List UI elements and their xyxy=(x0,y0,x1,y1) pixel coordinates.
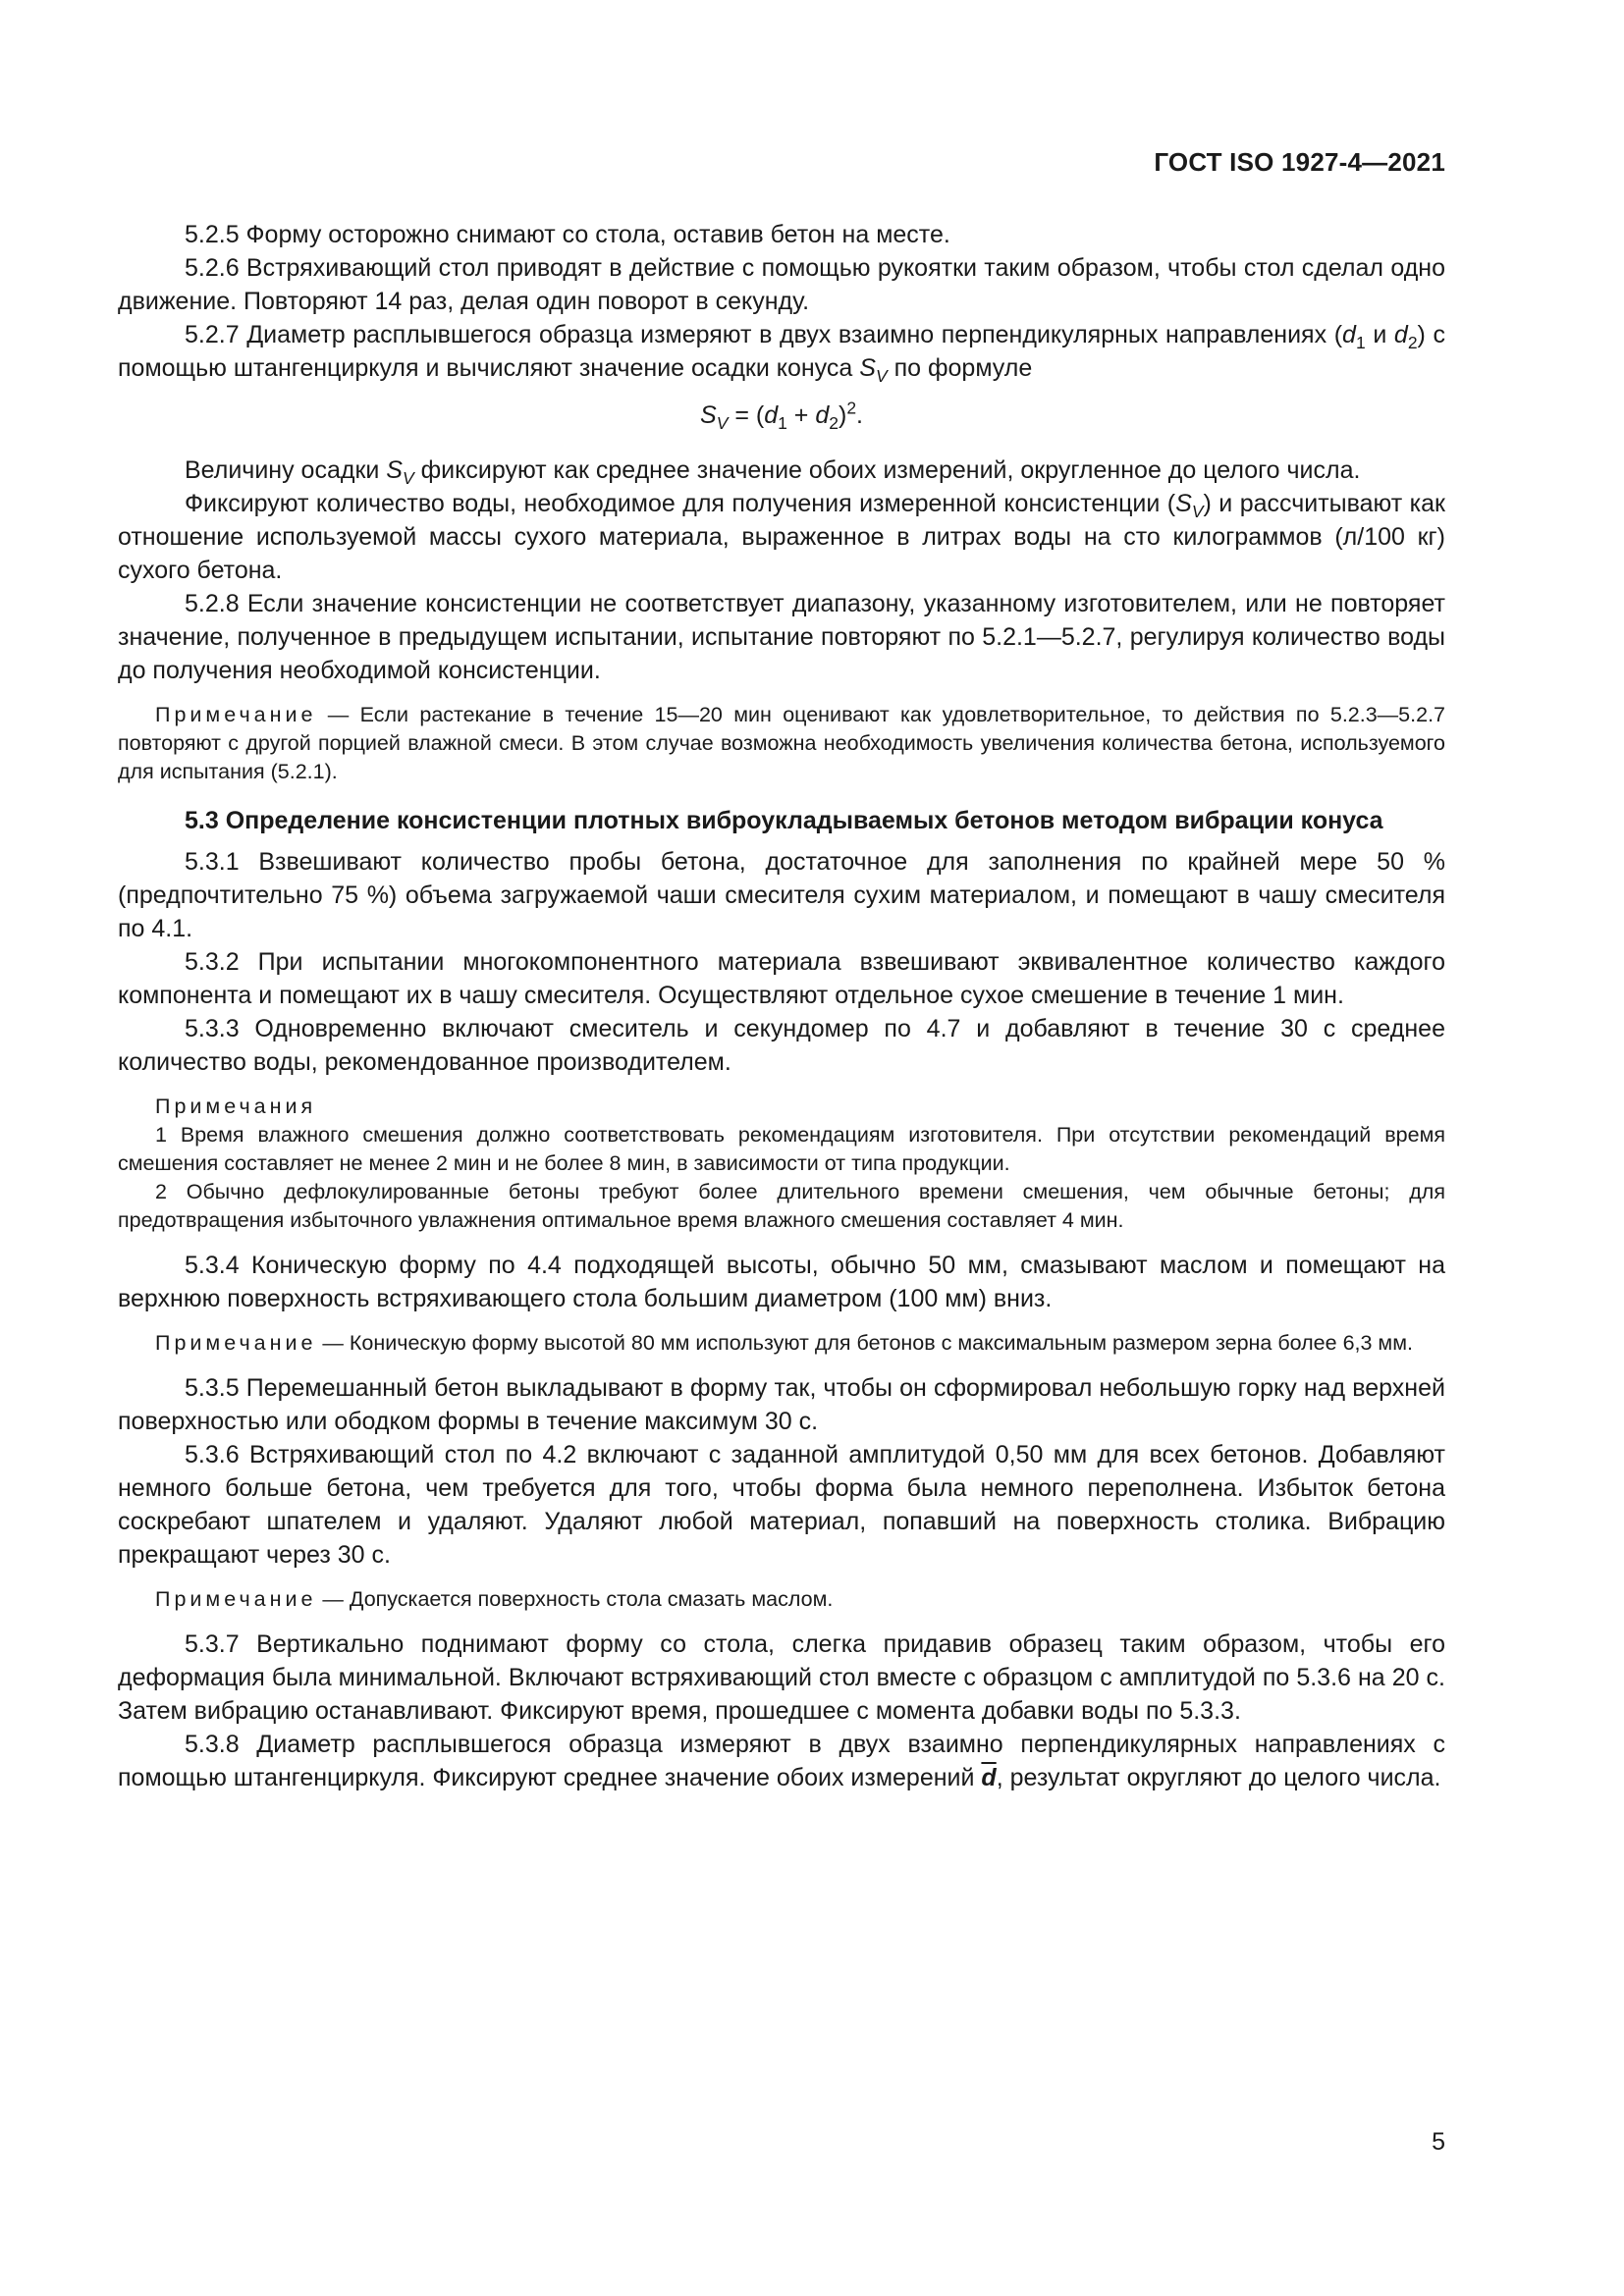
d-bar-symbol: $\overline{d}$ xyxy=(981,1764,997,1791)
paragraph-5-3-7: 5.3.7 Вертикально поднимают форму со стола, слегка придавив образец таким образом, чтобы его деформация была минимальной. Включают встряхивающий стол вместе с образцом с амплитудой по 5.3.6 на 20 с. Затем вибрацию останавливают. Фиксируют время, прошедшее с момента добавки воды по 5.3.3. xyxy=(118,1630,1445,1725)
paragraph-5-2-8: 5.2.8 Если значение консистенции не соответствует диапазону, указанному изготовителем, или не повторяет значение, полученное в предыдущем испытании, испытание повторяют по 5.2.1—5.2.7, регулируя количество воды до получения необходимой консистенции. xyxy=(118,590,1445,684)
paragraph-5-3-8: 5.3.8 Диаметр расплывшегося образца измеряют в двух взаимно перпендикулярных направлениях с помощью штангенциркуля. Фиксируют среднее значение обоих измерений $\overline{d}$, результат округляют до целого числа. xyxy=(118,1731,1445,1791)
paragraph-5-3-2: 5.3.2 При испытании многокомпонентного материала взвешивают эквивалентное количество каждого компонента и помещают их в чашу смесителя. Осуществляют отдельное сухое смешение в течение 1 мин. xyxy=(118,948,1445,1009)
paragraph-slump-value: Величину осадки $S_V$ фиксируют как среднее значение обоих измерений, округленное до целого числа. xyxy=(185,456,1361,489)
section-heading-5-3: 5.3 Определение консистенции плотных виброукладываемых бетонов методом вибрации конуса xyxy=(185,807,1383,834)
note-3: Примечание — Коническую форму высотой 80 мм используют для бетонов с максимальным размером зерна более 6,3 мм. xyxy=(155,1331,1413,1355)
note-4: Примечание — Допускается поверхность стола смазать маслом. xyxy=(155,1587,834,1611)
paragraph-5-3-1: 5.3.1 Взвешивают количество пробы бетона, достаточное для заполнения по крайней мере 50 % (предпочтительно 75 %) объема загружаемой чаши смесителя сухим материалом, и помещают в чашу смесителя по 4.1. xyxy=(118,848,1445,942)
paragraph-5-3-6: 5.3.6 Встряхивающий стол по 4.2 включают с заданной амплитудой 0,50 мм для всех бетонов. Добавляют немного больше бетона, чем требуется для того, чтобы форма была немного переполнена. Избыток бетона соскребают шпателем и удаляют. Удаляют любой материал, попавший на поверхность столика. Вибрацию прекращают через 30 с. xyxy=(118,1441,1445,1569)
notes-heading: Примечания xyxy=(155,1095,317,1118)
document-body xyxy=(118,218,1445,1794)
note-2-item-1: 1 Время влажного смешения должно соответствовать рекомендациям изготовителя. При отсутствии рекомендаций время смешения составляет не менее 2 мин и не более 8 мин, в зависимости от типа продукции. xyxy=(118,1123,1445,1175)
paragraph-5-2-7: 5.2.7 Диаметр расплывшегося образца измеряют в двух взаимно перпендикулярных направлениях ($d_1$ и $d_2$) с помощью штангенциркуля и вычисляют значение осадки конуса $S_V$ по формуле xyxy=(118,321,1445,387)
paragraph-5-3-3: 5.3.3 Одновременно включают смеситель и секундомер по 4.7 и добавляют в течение 30 с среднее количество воды, рекомендованное производителем. xyxy=(118,1015,1445,1076)
standard-header: ГОСТ ISO 1927-4—2021 xyxy=(1154,147,1445,177)
formula-slump: $S_V = (d_1 + d_2)^2$. xyxy=(700,398,863,434)
paragraph-5-2-6: 5.2.6 Встряхивающий стол приводят в действие с помощью рукоятки таким образом, чтобы стол сделал одно движение. Повторяют 14 раз, делая один поворот в секунду. xyxy=(118,254,1445,315)
paragraph-5-3-4: 5.3.4 Коническую форму по 4.4 подходящей высоты, обычно 50 мм, смазывают маслом и помещают на верхнюю поверхность встряхивающего стола большим диаметром (100 мм) вниз. xyxy=(118,1252,1445,1312)
paragraph-water-amount: Фиксируют количество воды, необходимое для получения измеренной консистенции $(S_V)$ и рассчитывают как отношение используемой массы сухого материала, выраженное в литрах воды на сто килограммов (л/100 кг) сухого бетона. xyxy=(118,490,1445,584)
page-number: 5 xyxy=(1432,2128,1445,2156)
note-1: Примечание — Если растекание в течение 15—20 мин оценивают как удовлетворительное, то действия по 5.2.3—5.2.7 повторяют с другой порцией влажной смеси. В этом случае возможна необходимость увеличения количества бетона, используемого для испытания (5.2.1). xyxy=(118,703,1445,783)
paragraph-5-2-5: 5.2.5 Форму осторожно снимают со стола, оставив бетон на месте. xyxy=(185,221,950,248)
paragraph-5-3-5: 5.3.5 Перемешанный бетон выкладывают в форму так, чтобы он сформировал небольшую горку над верхней поверхностью или ободком формы в течение максимум 30 с. xyxy=(118,1374,1445,1435)
note-2-item-2: 2 Обычно дефлокулированные бетоны требуют более длительного времени смешения, чем обычные бетоны; для предотвращения избыточного увлажнения оптимальное время влажного смешения составляет 4 мин. xyxy=(118,1180,1445,1232)
